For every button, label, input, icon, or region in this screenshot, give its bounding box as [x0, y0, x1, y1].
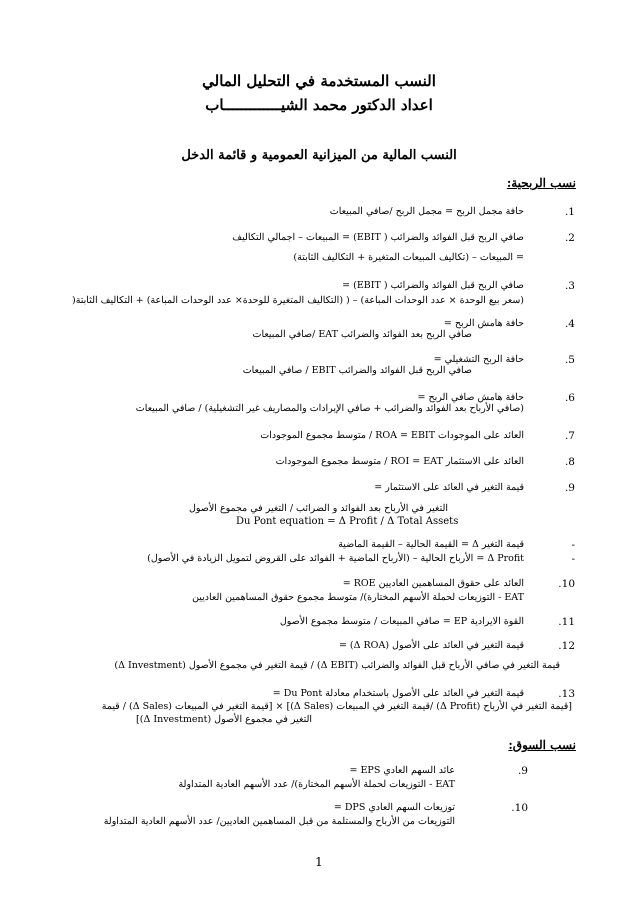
item-text: العائد على الموجودات ROA = EBIT / متوسط مجموع الموجودات [260, 430, 524, 441]
item-number: .2 [564, 232, 575, 244]
item-text: حافة مجمل الربح = مجمل الربح /صافي المبيعات [329, 206, 524, 217]
document-author: اعداد الدكتور محمد الشيـــــــــــــاب [205, 96, 433, 114]
bullet-text: قيمة التغير Δ = القيمة الحالية – القيمة الماضية [338, 539, 524, 550]
item-text: صافي الربح قبل الفوائد والضرائب ( EBIT) = المبيعات – اجمالي التكاليف [232, 232, 524, 243]
item-number: .13 [558, 688, 575, 700]
document-title: النسب المستخدمة في التحليل المالي [202, 72, 436, 90]
item-text: العائد على حقوق المساهمين العاديين ROE = [342, 578, 524, 589]
bullet-mark: - [571, 539, 575, 551]
item-number: .12 [558, 640, 575, 652]
item-number: .4 [564, 318, 575, 330]
item-number: .1 [564, 206, 575, 218]
item-text: قيمة التغير في صافي الأرباح قبل الفوائد والضرائب (Δ EBIT) / قيمة التغير في مجموع الأصول (Δ Investment) [114, 660, 560, 671]
market-heading: نسب السوق: [508, 738, 576, 752]
bullet-text: Δ Profit = الأرباح الحالية – (الأرباح الماضية + الفوائد على القروض لتمويل الزيادة في الأصول) [147, 553, 524, 564]
item-number: .10 [511, 802, 528, 814]
item-text: صافي الربح قبل الفوائد والضرائب EBIT / صافي المبيعات [242, 365, 472, 376]
item-text: حافة هامش صافي الربح = [417, 392, 524, 403]
item-text: حافة الربح التشغيلي = [433, 354, 524, 365]
profitability-heading: نسب الربحية: [506, 176, 576, 190]
item-number: .7 [564, 430, 575, 442]
item-text: صافي الربح قبل الفوائد والضرائب ( EBIT) = [342, 280, 524, 291]
item-text: التغير في مجموع الأصول (Δ Investment)] [136, 714, 312, 725]
item-text: التوزيعات من الأرباح والمستلمة من قبل المساهمين العاديين/ عدد الأسهم العادية المتداولة [103, 816, 455, 827]
item-text: حافة هامش الربح = [443, 318, 524, 329]
item-number: .3 [564, 280, 575, 292]
item-text: EAT - التوزيعات لحملة الأسهم المختارة)/ عدد الأسهم العادية المتداولة [178, 779, 455, 790]
item-number: .11 [558, 616, 575, 628]
item-text: القوة الايرادية EP = صافي المبيعات / متوسط مجموع الأصول [279, 616, 524, 627]
item-number: .5 [564, 354, 575, 366]
item-text: قيمة التغير في العائد على الأصول (Δ ROA) = [338, 640, 524, 651]
item-number: .9 [517, 765, 528, 777]
item-text: (سعر بيع الوحدة × عدد الوحدات المباعة) – ( (التكاليف المتغيرة للوحدة× عدد الوحدات المباعة) + التكاليف الثابتة( [72, 295, 524, 306]
dupont-equation: Du Pont equation = Δ Profit / Δ Total Assets [236, 516, 459, 527]
item-text: (صافي الأرباح بعد الفوائد والضرائب + صافي الإيرادات والمصاريف غير التشغيلية) / صافي المبيعات [135, 403, 524, 414]
item-number: .8 [564, 456, 575, 468]
item-text: عائد السهم العادي EPS = [349, 765, 455, 776]
item-text: العائد على الاستثمار ROI = EAT / متوسط مجموع الموجودات [275, 456, 524, 467]
bullet-mark: - [571, 553, 575, 565]
item-text: صافي الربح بعد الفوائد والضرائب EAT /صافي المبيعات [252, 329, 472, 340]
item-text: [قيمة التغير في الأرباح (Δ Profit) /قيمة التغير في المبيعات (Δ Sales)] × [قيمة التغير في المبيعات (Δ Sales) / قيمة [101, 701, 572, 712]
item-text: = المبيعات – (تكاليف المبيعات المتغيرة + التكاليف الثابتة) [293, 252, 524, 263]
item-number: .6 [564, 392, 575, 404]
item-text: قيمة التغير في العائد على الأصول باستخدام معادلة Du Pont = [272, 688, 524, 699]
dupont-arabic-line: التغير في الأرباح بعد الفوائد و الضرائب / التغير في مجموع الأصول [188, 503, 448, 514]
item-text: قيمة التغير في العائد على الاستثمار = [374, 482, 524, 493]
item-number: .10 [558, 578, 575, 590]
item-text: توزيعات السهم العادي DPS = [333, 802, 455, 813]
section-title: النسب المالية من الميزانية العمومية و قائمة الدخل [181, 148, 457, 163]
page-number: 1 [315, 855, 323, 869]
item-text: EAT - التوزيعات لحملة الأسهم المختارة)/ متوسط مجموع حقوق المساهمين العاديين [192, 592, 524, 603]
item-number: .9 [564, 482, 575, 494]
